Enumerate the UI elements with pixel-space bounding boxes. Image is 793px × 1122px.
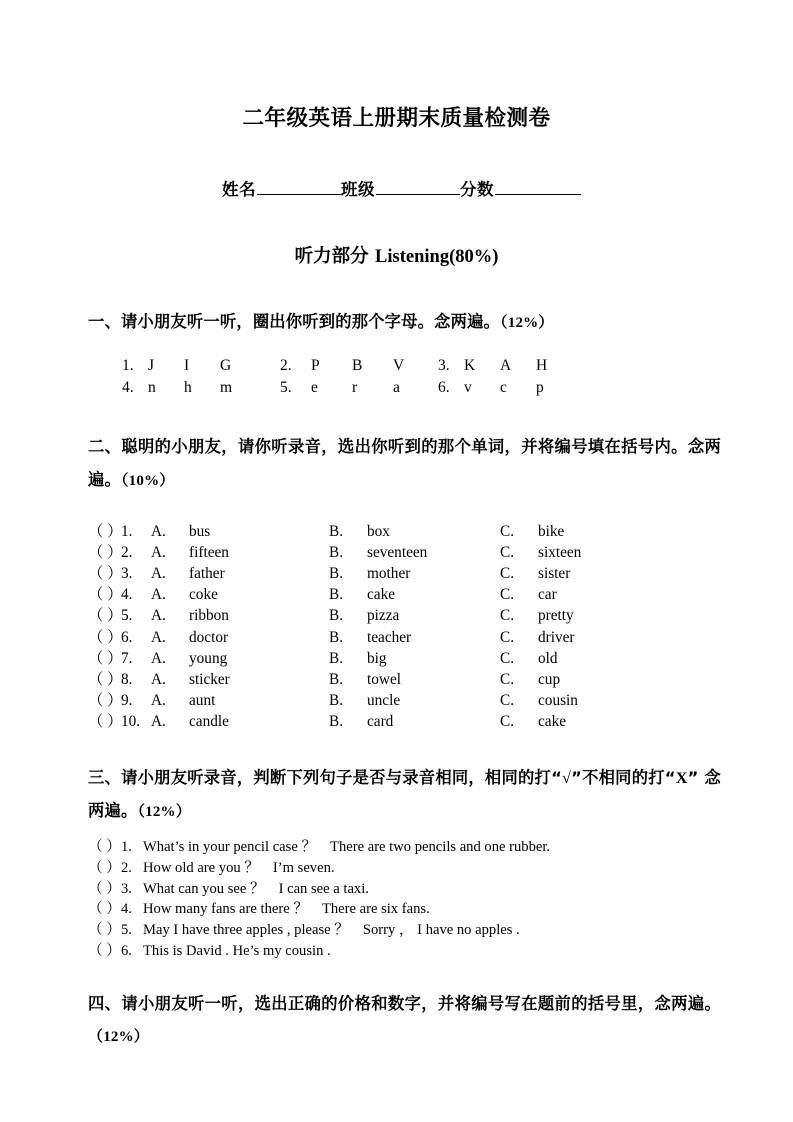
letter-group-3 — [438, 355, 596, 377]
option-a-letter: A. — [151, 628, 166, 646]
letter-option[interactable]: G — [220, 356, 232, 374]
name-label: 姓名 — [222, 180, 256, 199]
option-b-text[interactable]: card — [367, 713, 394, 731]
letter-option[interactable]: P — [311, 356, 320, 374]
option-b-letter: B. — [329, 670, 344, 688]
choice-row — [88, 584, 793, 605]
letter-option[interactable]: I — [184, 356, 190, 374]
question-number: 8. — [121, 670, 133, 688]
sentence-question: What can you see ？ — [143, 880, 265, 897]
option-a-letter: A. — [151, 670, 166, 688]
question-number: 2. — [121, 543, 133, 561]
sentence-row — [88, 858, 793, 879]
letter-group-number: 5. — [280, 378, 292, 396]
option-a-text[interactable]: coke — [189, 586, 218, 604]
letter-group-6 — [438, 377, 596, 399]
option-b-letter: B. — [329, 586, 344, 604]
letter-option[interactable]: h — [184, 378, 192, 396]
section-3-sentence-list — [0, 837, 793, 961]
section-1-letters — [0, 355, 793, 399]
option-c-letter: C. — [500, 670, 515, 688]
class-label: 班级 — [341, 180, 375, 199]
score-input-rule[interactable] — [495, 194, 581, 195]
letter-option[interactable]: p — [536, 378, 544, 396]
option-a-letter: A. — [151, 522, 166, 540]
letter-option[interactable]: A — [500, 356, 512, 374]
section-2-number: 二、 — [88, 436, 122, 456]
option-a-text[interactable]: ribbon — [189, 607, 229, 625]
letter-option[interactable]: B — [352, 356, 363, 374]
identity-fields — [0, 176, 793, 200]
letter-option[interactable]: a — [393, 378, 400, 396]
section-3-text-part3: ” 念两遍。 — [88, 768, 721, 821]
letter-option[interactable]: e — [311, 378, 318, 396]
class-input-rule[interactable] — [376, 194, 460, 195]
option-b-letter: B. — [329, 649, 344, 667]
option-a-letter: A. — [151, 649, 166, 667]
question-number: 6. — [121, 942, 132, 959]
question-number: 5. — [121, 922, 132, 939]
option-b-letter: B. — [329, 607, 344, 625]
option-c-letter: C. — [500, 586, 515, 604]
option-c-letter: C. — [500, 649, 515, 667]
sentence-question: What’s in your pencil case ？ — [143, 839, 317, 856]
question-number: 10. — [121, 713, 141, 731]
question-number: 2. — [121, 859, 132, 876]
name-input-rule[interactable] — [257, 194, 341, 195]
letter-group-1 — [122, 355, 280, 377]
listening-part-heading — [0, 242, 793, 268]
option-a-text[interactable]: young — [189, 649, 228, 667]
option-b-letter: B. — [329, 543, 344, 561]
section-4-text: 请小朋友听一听，选出正确的价格和数字，并将编号写在题前的括号里，念两遍。 — [121, 993, 721, 1013]
answer-blank[interactable]: （ ） — [88, 859, 121, 876]
listening-part-cn: 听力部分 — [294, 246, 376, 267]
option-a-text[interactable]: fifteen — [189, 543, 229, 561]
section-3-text-part1: 请小朋友听录音，判断下列句子是否与录音相同，相同的打“ — [121, 768, 562, 788]
answer-blank[interactable]: （ ） — [88, 942, 121, 959]
option-b-text[interactable]: uncle — [367, 692, 401, 710]
answer-blank[interactable]: （ ） — [88, 586, 123, 604]
sentence-row — [88, 920, 793, 941]
sentence-row — [88, 837, 793, 858]
letter-option[interactable]: H — [536, 356, 548, 374]
option-b-text[interactable]: pizza — [367, 607, 400, 625]
section-3-number: 三、 — [88, 768, 122, 788]
letter-option[interactable]: n — [148, 378, 156, 396]
option-c-text[interactable]: driver — [538, 628, 575, 646]
question-number: 5. — [121, 607, 133, 625]
option-a-text[interactable]: aunt — [189, 692, 216, 710]
option-c-text[interactable]: pretty — [538, 607, 574, 625]
answer-blank[interactable]: （ ） — [88, 607, 123, 625]
question-number: 3. — [121, 565, 133, 583]
letter-option[interactable]: J — [148, 356, 155, 374]
sentence-row — [88, 899, 793, 920]
section-1-score: （12%） — [500, 315, 554, 331]
answer-blank[interactable]: （ ） — [88, 901, 121, 918]
choice-row — [88, 669, 793, 690]
sentence-row — [88, 941, 793, 962]
letter-group-number: 2. — [280, 356, 292, 374]
option-c-letter: C. — [500, 713, 515, 731]
option-b-text[interactable]: cake — [367, 586, 396, 604]
choice-row — [88, 627, 793, 648]
option-b-text[interactable]: towel — [367, 670, 401, 688]
question-number: 3. — [121, 880, 132, 897]
option-a-text[interactable]: sticker — [189, 670, 230, 688]
choice-row — [88, 542, 793, 563]
letter-option[interactable]: r — [352, 378, 358, 396]
answer-blank[interactable]: （ ） — [88, 713, 123, 731]
letter-option[interactable]: V — [393, 356, 405, 374]
section-4-score: （12%） — [88, 1029, 150, 1046]
option-b-letter: B. — [329, 565, 344, 583]
option-a-letter: A. — [151, 565, 166, 583]
sentence-answer: Sorry ， I have no apples . — [362, 922, 520, 939]
sentence-row — [88, 879, 793, 900]
section-2-choice-list — [0, 521, 793, 733]
choice-row — [88, 521, 793, 542]
option-b-text[interactable]: big — [367, 649, 387, 667]
option-a-letter: A. — [151, 543, 166, 561]
sentence-answer: There are two pencils and one rubber. — [330, 839, 551, 856]
section-4-number: 四、 — [88, 993, 122, 1013]
section-2-text: 聪明的小朋友，请你听录音，选出你听到的那个单词，并将编号填在括号内。念两遍。 — [88, 436, 721, 489]
letter-row — [122, 355, 793, 377]
option-c-letter: C. — [500, 522, 515, 540]
answer-blank[interactable]: （ ） — [88, 670, 123, 688]
option-c-text[interactable]: bike — [538, 522, 565, 540]
listening-part-en: Listening(80%) — [375, 247, 499, 267]
option-c-text[interactable]: sixteen — [538, 543, 582, 561]
question-number: 4. — [121, 901, 132, 918]
letter-group-5 — [280, 377, 438, 399]
option-a-text[interactable]: father — [189, 565, 225, 583]
letter-option[interactable]: v — [464, 378, 472, 396]
sentence-question: How old are you ？ — [143, 859, 259, 876]
choice-row — [88, 690, 793, 711]
answer-blank[interactable]: （ ） — [88, 628, 123, 646]
sentence-question: May I have three apples , please ？ — [143, 922, 349, 939]
answer-blank[interactable]: （ ） — [88, 649, 123, 667]
section-2-score: （10%） — [120, 472, 175, 489]
option-c-text[interactable]: car — [538, 586, 557, 604]
letter-option[interactable]: m — [220, 378, 233, 396]
option-b-letter: B. — [329, 713, 344, 731]
option-a-letter: A. — [151, 607, 166, 625]
option-c-text[interactable]: cousin — [538, 692, 578, 710]
letter-group-number: 3. — [438, 356, 450, 374]
option-c-letter: C. — [500, 628, 515, 646]
page-title: 二年级英语上册期末质量检测卷 — [242, 106, 551, 131]
letter-option[interactable]: K — [464, 356, 476, 374]
cross-mark-glyph: X — [675, 768, 688, 788]
option-c-text[interactable]: cup — [538, 670, 561, 688]
option-b-text[interactable]: box — [367, 522, 390, 540]
section-1-text: 请小朋友听一听，圈出你听到的那个字母。念两遍。 — [120, 312, 501, 331]
section-3-score: （12%） — [137, 804, 191, 821]
choice-row — [88, 605, 793, 626]
option-b-text[interactable]: teacher — [367, 628, 412, 646]
answer-blank[interactable]: （ ） — [88, 565, 123, 583]
option-c-text[interactable]: sister — [538, 565, 571, 583]
question-number: 9. — [121, 692, 133, 710]
question-number: 7. — [121, 649, 133, 667]
answer-blank[interactable]: （ ） — [88, 880, 121, 897]
answer-blank[interactable]: （ ） — [88, 839, 121, 856]
sentence-question: This is David . He’s my cousin . — [143, 942, 331, 959]
answer-blank[interactable]: （ ） — [88, 543, 123, 561]
section-3-text-part2: ”不相同的打“ — [571, 768, 676, 788]
option-a-letter: A. — [151, 713, 166, 731]
letter-group-2 — [280, 355, 438, 377]
section-1-number: 一、 — [88, 312, 121, 331]
letter-option[interactable]: c — [500, 378, 507, 396]
question-number: 4. — [121, 586, 133, 604]
score-label: 分数 — [460, 180, 494, 199]
letter-group-number: 6. — [438, 378, 450, 396]
question-number: 1. — [121, 522, 133, 540]
section-3-heading — [0, 762, 793, 828]
section-1-heading — [0, 306, 793, 339]
sentence-answer: I’m seven. — [272, 859, 335, 876]
letter-group-number: 4. — [122, 378, 134, 396]
choice-row — [88, 563, 793, 584]
option-b-letter: B. — [329, 522, 344, 540]
option-c-letter: C. — [500, 607, 515, 625]
sentence-question: How many fans are there ？ — [143, 901, 308, 918]
option-a-text[interactable]: candle — [189, 713, 229, 731]
option-a-text[interactable]: bus — [189, 522, 211, 540]
choice-row — [88, 711, 793, 732]
choice-row — [88, 648, 793, 669]
question-number: 6. — [121, 628, 133, 646]
option-b-letter: B. — [329, 692, 344, 710]
answer-blank[interactable]: （ ） — [88, 522, 123, 540]
sentence-answer: There are six fans. — [321, 901, 430, 918]
check-mark-glyph: √ — [562, 768, 572, 788]
letter-row — [122, 377, 793, 399]
answer-blank[interactable]: （ ） — [88, 922, 121, 939]
option-c-letter: C. — [500, 692, 515, 710]
option-c-text[interactable]: cake — [538, 713, 567, 731]
section-2-heading — [0, 431, 793, 497]
option-c-text[interactable]: old — [538, 649, 558, 667]
letter-group-4 — [122, 377, 280, 399]
sentence-answer: I can see a taxi. — [278, 880, 369, 897]
option-a-text[interactable]: doctor — [189, 628, 229, 646]
question-number: 1. — [121, 839, 132, 856]
option-c-letter: C. — [500, 543, 515, 561]
option-a-letter: A. — [151, 586, 166, 604]
letter-group-number: 1. — [122, 356, 134, 374]
option-b-text[interactable]: mother — [367, 565, 411, 583]
option-b-text[interactable]: seventeen — [367, 543, 428, 561]
option-b-letter: B. — [329, 628, 344, 646]
section-4-heading — [0, 988, 793, 1054]
option-a-letter: A. — [151, 692, 166, 710]
answer-blank[interactable]: （ ） — [88, 692, 123, 710]
option-c-letter: C. — [500, 565, 515, 583]
